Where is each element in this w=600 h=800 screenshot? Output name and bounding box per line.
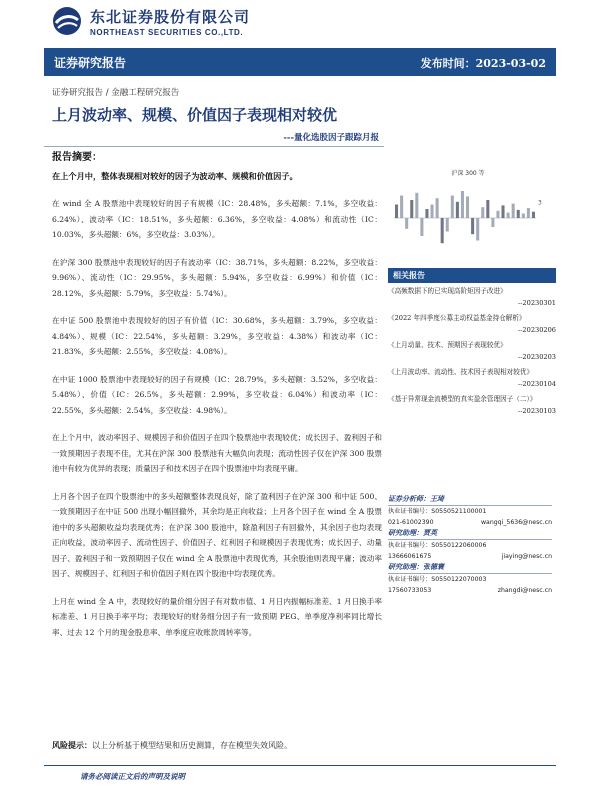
chart-bar (446, 218, 449, 232)
chart-bar (486, 200, 489, 218)
chart-bar (400, 196, 403, 219)
chart-bar (405, 218, 408, 229)
chart-bar (441, 218, 444, 243)
risk-text: 以上分析基于模型结果和历史测算，存在模型失效风险。 (92, 741, 292, 750)
chart-bar (502, 205, 505, 218)
analyst-role: 证券分析师：王琦 (388, 494, 552, 506)
summary-heading: 报告摘要： (52, 152, 102, 163)
chart-bar (425, 209, 428, 218)
analyst-cert: 执业证书编号：S0550122060006 (388, 542, 487, 549)
chart-annotation: 3 (538, 199, 542, 207)
chart-bar (466, 196, 469, 218)
analyst-role: 研究助理：贾英 (388, 528, 552, 540)
chart-bar (476, 218, 479, 241)
analyst-section (388, 494, 552, 596)
page-title: 上月波动率、规模、价值因子表现相对较优 (52, 106, 338, 124)
chart-bar (420, 218, 423, 236)
report-type: 证券研究报告 (54, 56, 127, 70)
chart-bar (451, 196, 454, 219)
summary-lead: 在上个月中，整体表现相对较好的因子为波动率、规模和价值因子。 (52, 171, 298, 181)
chart-bar (517, 210, 520, 218)
analyst-role: 研究助理：张德寰 (388, 562, 552, 574)
related-report-title[interactable]: 《高频数据下的已实现高阶矩因子改进》 (388, 287, 507, 295)
related-report-date: --20230203 (517, 352, 556, 361)
related-report-item[interactable] (388, 313, 556, 336)
factor-chart (388, 158, 548, 262)
company-logo (52, 6, 250, 36)
sidebar (388, 158, 556, 417)
related-report-item[interactable] (388, 394, 556, 417)
company-name-cn: 东北证券股份有限公司 (90, 7, 251, 26)
summary-paragraph-zz1000: 在中证 1000 股票池中表现较好的因子有规模（IC：28.79%，多头超额：3.52%，多空收益：5.48%）、价值（IC：26.5%，多头超额：2.99%，多空收益：6.04%）和波动率（IC：22.55%，多头超额：2.54%，多空收益：4.98%）。 (52, 374, 382, 415)
company-logo-icon (52, 6, 82, 36)
breadcrumb: 证券研究报告 / 金融工程研究报告 (52, 88, 180, 98)
summary-paragraph-zz500: 在中证 500 股票池中表现较好的因子有价值（IC：30.68%，多头超额：3.79%，多空收益：4.84%）、规模（IC：22.54%，多头超额：3.29%，多空收益：4.38%）和波动率（IC：21.83%，多头超额：2.55%，多空收益：4.08%）。 (52, 316, 382, 356)
related-report-item[interactable] (388, 286, 556, 309)
chart-bar (461, 191, 464, 218)
analyst-cert: 执业证书编号：S0550521100001 (388, 508, 487, 515)
analyst-email[interactable]: wangqi_5636@nesc.cn (480, 519, 552, 526)
title-divider (44, 146, 384, 147)
related-report-date: --20230104 (517, 379, 556, 388)
footer-disclaimer: 请务必阅读正文后的声明及说明 (80, 772, 185, 781)
summary-section (52, 150, 382, 640)
related-report-title[interactable]: 《上月动量、技术、预期因子表现较优》 (388, 341, 507, 349)
related-report-title[interactable]: 《基于异常现金流模型的真实盈余管理因子（二）》 (388, 395, 537, 403)
footer-divider (44, 765, 556, 766)
page-subtitle: ---量化选股因子跟踪月报 (283, 133, 379, 143)
report-banner (44, 48, 556, 76)
chart-bar (410, 200, 413, 218)
analyst-phone: 13666061675 (388, 553, 432, 560)
chart-bar (431, 205, 434, 219)
chart-plot (388, 178, 548, 258)
summary-paragraph-sub-factors: 上月在 wind 全 A 中，表现较好的量价细分因子有对数市值、1 月日内振幅标准差、1 月日换手率标准差、1 月日换手率平均；表现较好的财务细分因子有一致预期 PEG、单季度净利率同比增长率、过去 12 个月的现金股息率、单季度应收账款周转率等。 (52, 596, 382, 637)
chart-bar (527, 208, 530, 218)
chart-bar (491, 218, 494, 227)
related-report-item[interactable] (388, 340, 556, 363)
chart-bar (395, 205, 398, 219)
analyst-email[interactable]: jiaying@nesc.cn (501, 553, 552, 560)
summary-paragraph-long-excess: 上月各个因子在四个股票池中的多头超额整体表现良好，除了盈利因子在沪深 300 和中证 500、一致预期因子在中证 500 出现小幅回撤外，其余均是正向收益；上月各个因子在 wind 全 A 股票池中的多头超额收益均表现优秀；在沪深 300 股池中，除盈利因子有回撤外，其余因子也均表现正向收益，波动率因子、流动性因子、价值因子、红利因子和规模因子表现优秀；成长因子、动量因子、盈利因子和一致预期因子仅在 wind 全 A 股票池中表现优秀，其余股池则表现平庸；波动率因子、规模因子、红利因子和价值因子则在四个股池中均表现优秀。 (52, 491, 382, 578)
related-report-date: --20230301 (517, 298, 556, 307)
analyst-email[interactable]: zhangdi@nesc.cn (497, 587, 552, 594)
analyst-phone: 021-61002390 (388, 519, 434, 526)
summary-paragraph-overview: 在上个月中，波动率因子、规模因子和价值因子在四个股票池中表现较优；成长因子、盈利因子和一致预期因子表现不佳，尤其在沪深 300 股票池有大幅负向表现；流动性因子仅在沪深 300 股票池中有较为优异的表现；质量因子和技术因子在四个股票池中均表现平庸。 (52, 433, 382, 473)
analyst-card (388, 494, 552, 528)
analyst-cert: 执业证书编号：S0550122070003 (388, 576, 487, 583)
related-reports-heading: 相关报告 (388, 268, 556, 283)
chart-bar (512, 204, 515, 218)
related-report-date: --20230206 (517, 325, 556, 334)
chart-bar (415, 193, 418, 218)
chart-bar (471, 218, 474, 234)
risk-warning (52, 740, 292, 751)
related-report-item[interactable] (388, 367, 556, 390)
company-name-en: NORTHEAST SECURITIES CO.,LTD. (90, 27, 244, 37)
related-reports-list (388, 286, 556, 417)
related-report-date: --20230103 (517, 406, 556, 415)
chart-bar (522, 214, 525, 219)
related-report-title[interactable]: 《2022 年四季度公募主动权益基金持仓解析》 (388, 314, 526, 322)
chart-bar (436, 198, 439, 218)
related-report-title[interactable]: 《上月波动率、流动性、技术因子表现相对较优》 (388, 368, 534, 376)
risk-label: 风险提示： (52, 740, 92, 750)
summary-paragraph-hs300: 在沪深 300 股票池中表现较好的因子有波动率（IC：38.71%，多头超额：8.22%，多空收益：9.96%）、流动性（IC：29.95%，多头超额：5.94%，多空收益：6.99%）和价值（IC：28.12%，多头超额：5.79%，多空收益：5.74%）。 (52, 257, 382, 298)
analyst-phone: 17560733053 (388, 587, 432, 594)
chart-bar (507, 213, 510, 218)
analyst-card (388, 562, 552, 596)
chart-bar (456, 202, 459, 218)
summary-paragraph-wind: 在 wind 全 A 股票池中表现较好的因子有规模（IC：28.48%，多头超额：7.1%，多空收益：6.24%）、波动率（IC：18.51%，多头超额：6.36%，多空收益：4.08%）和流动性（IC：10.03%，多头超额：6%，多空收益：3.03%）。 (52, 199, 382, 239)
release-date: 发布时间：2023-03-02 (420, 57, 546, 70)
chart-bar (496, 211, 499, 218)
chart-title: 沪深 300 等 (451, 170, 485, 177)
chart-bar (532, 212, 535, 218)
chart-bar (481, 207, 484, 218)
analyst-card (388, 528, 552, 562)
